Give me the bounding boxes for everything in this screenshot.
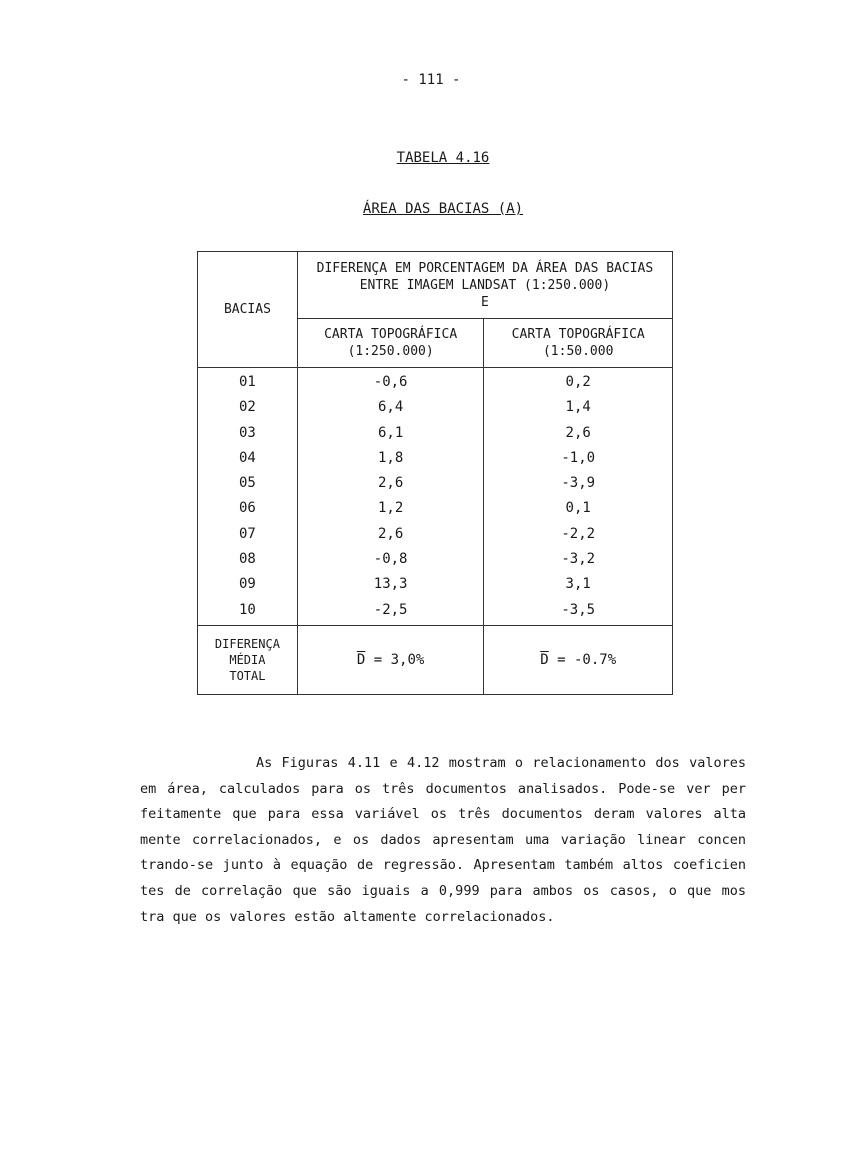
total-col2-value: = -0.7%	[548, 651, 617, 668]
col2-value: -3,9	[561, 475, 596, 492]
total-label-line: TOTAL	[229, 668, 266, 683]
mean-symbol: $\overline{D}$	[356, 651, 366, 668]
col1-value: 6,1	[377, 424, 404, 441]
header-bacias: BACIAS	[198, 252, 298, 368]
header-carta-line: CARTA TOPOGRÁFICA	[511, 327, 645, 342]
total-col1-value: = 3,0%	[365, 651, 425, 668]
bacia-id: 01	[238, 374, 256, 390]
col2-value: -1,0	[561, 449, 596, 466]
total-label	[198, 625, 298, 694]
total-label-line: DIFERENÇA	[214, 636, 280, 651]
col2-value: 0,1	[565, 500, 591, 517]
col2-value: 2,6	[565, 424, 591, 441]
paragraph-line: tra que os valores estão altamente correlacionados.	[140, 908, 555, 925]
col2-values	[484, 368, 673, 626]
table-title-text: TABELA 4.16	[396, 150, 490, 166]
col2-value: 3,1	[565, 576, 591, 593]
col1-value: 1,8	[377, 449, 404, 466]
header-carta-250000	[297, 319, 484, 368]
page-number: - 111 -	[401, 72, 461, 88]
bacia-id: 09	[238, 576, 256, 593]
mean-symbol: $\overline{D}$	[540, 651, 549, 668]
header-difference-line: E	[481, 294, 489, 310]
total-col2	[484, 625, 673, 694]
bacia-id: 05	[238, 475, 256, 492]
bacia-id: 04	[238, 449, 256, 466]
body-paragraph	[140, 751, 746, 930]
col2-value: -2,2	[561, 525, 596, 542]
col1-value: -2,5	[373, 601, 408, 618]
header-difference	[297, 252, 672, 319]
bacia-id: 07	[238, 525, 256, 542]
col2-value: -3,5	[561, 601, 596, 618]
header-difference-line: DIFERENÇA EM PORCENTAGEM DA ÁREA DAS BACIAS	[316, 260, 654, 276]
paragraph-line: trando-se junto à equação de regressão. Apresentam também altos coeficien	[140, 857, 746, 874]
col1-value: 13,3	[373, 576, 408, 593]
paragraph-line: As Figuras 4.11 e 4.12 mostram o relacionamento dos valores	[256, 755, 746, 771]
header-carta-line: (1:250.000)	[347, 344, 434, 359]
col1-values	[297, 368, 484, 626]
col2-value: 0,2	[565, 374, 591, 390]
col2-value: -3,2	[561, 551, 596, 568]
total-label-line: MÉDIA	[229, 652, 266, 667]
area-table	[197, 251, 673, 695]
header-carta-50000	[484, 319, 673, 368]
table-subtitle-text: ÁREA DAS BACIAS (A)	[362, 201, 524, 217]
table-title	[0, 150, 848, 166]
col1-value: 1,2	[377, 500, 404, 517]
total-col1	[297, 625, 484, 694]
header-carta-line: CARTA TOPOGRÁFICA	[324, 327, 458, 342]
table-subtitle	[0, 201, 848, 217]
bacia-id: 06	[238, 500, 256, 517]
bacia-id: 08	[238, 551, 256, 568]
paragraph-line: tes de correlação que são iguais a 0,999 para ambos os casos, o que mos	[140, 882, 746, 899]
col1-value: 2,6	[377, 475, 404, 492]
col1-value: -0,6	[373, 374, 408, 390]
paragraph-line: em área, calculados para os três documentos analisados. Pode-se ver per	[140, 780, 746, 797]
col1-value: -0,8	[373, 551, 408, 568]
bacia-id: 10	[238, 601, 256, 618]
header-difference-line: ENTRE IMAGEM LANDSAT (1:250.000)	[359, 277, 611, 293]
col1-value: 2,6	[377, 525, 404, 542]
header-carta-line: (1:50.000	[542, 344, 614, 359]
bacias-column	[198, 368, 298, 626]
paragraph-line: feitamente que para essa variável os três documentos deram valores alta	[140, 806, 746, 823]
col2-value: 1,4	[565, 399, 591, 416]
bacia-id: 03	[238, 424, 256, 441]
bacia-id: 02	[238, 399, 256, 416]
col1-value: 6,4	[377, 399, 404, 416]
paragraph-line: mente correlacionados, e os dados apresentam uma variação linear concen	[140, 831, 746, 848]
